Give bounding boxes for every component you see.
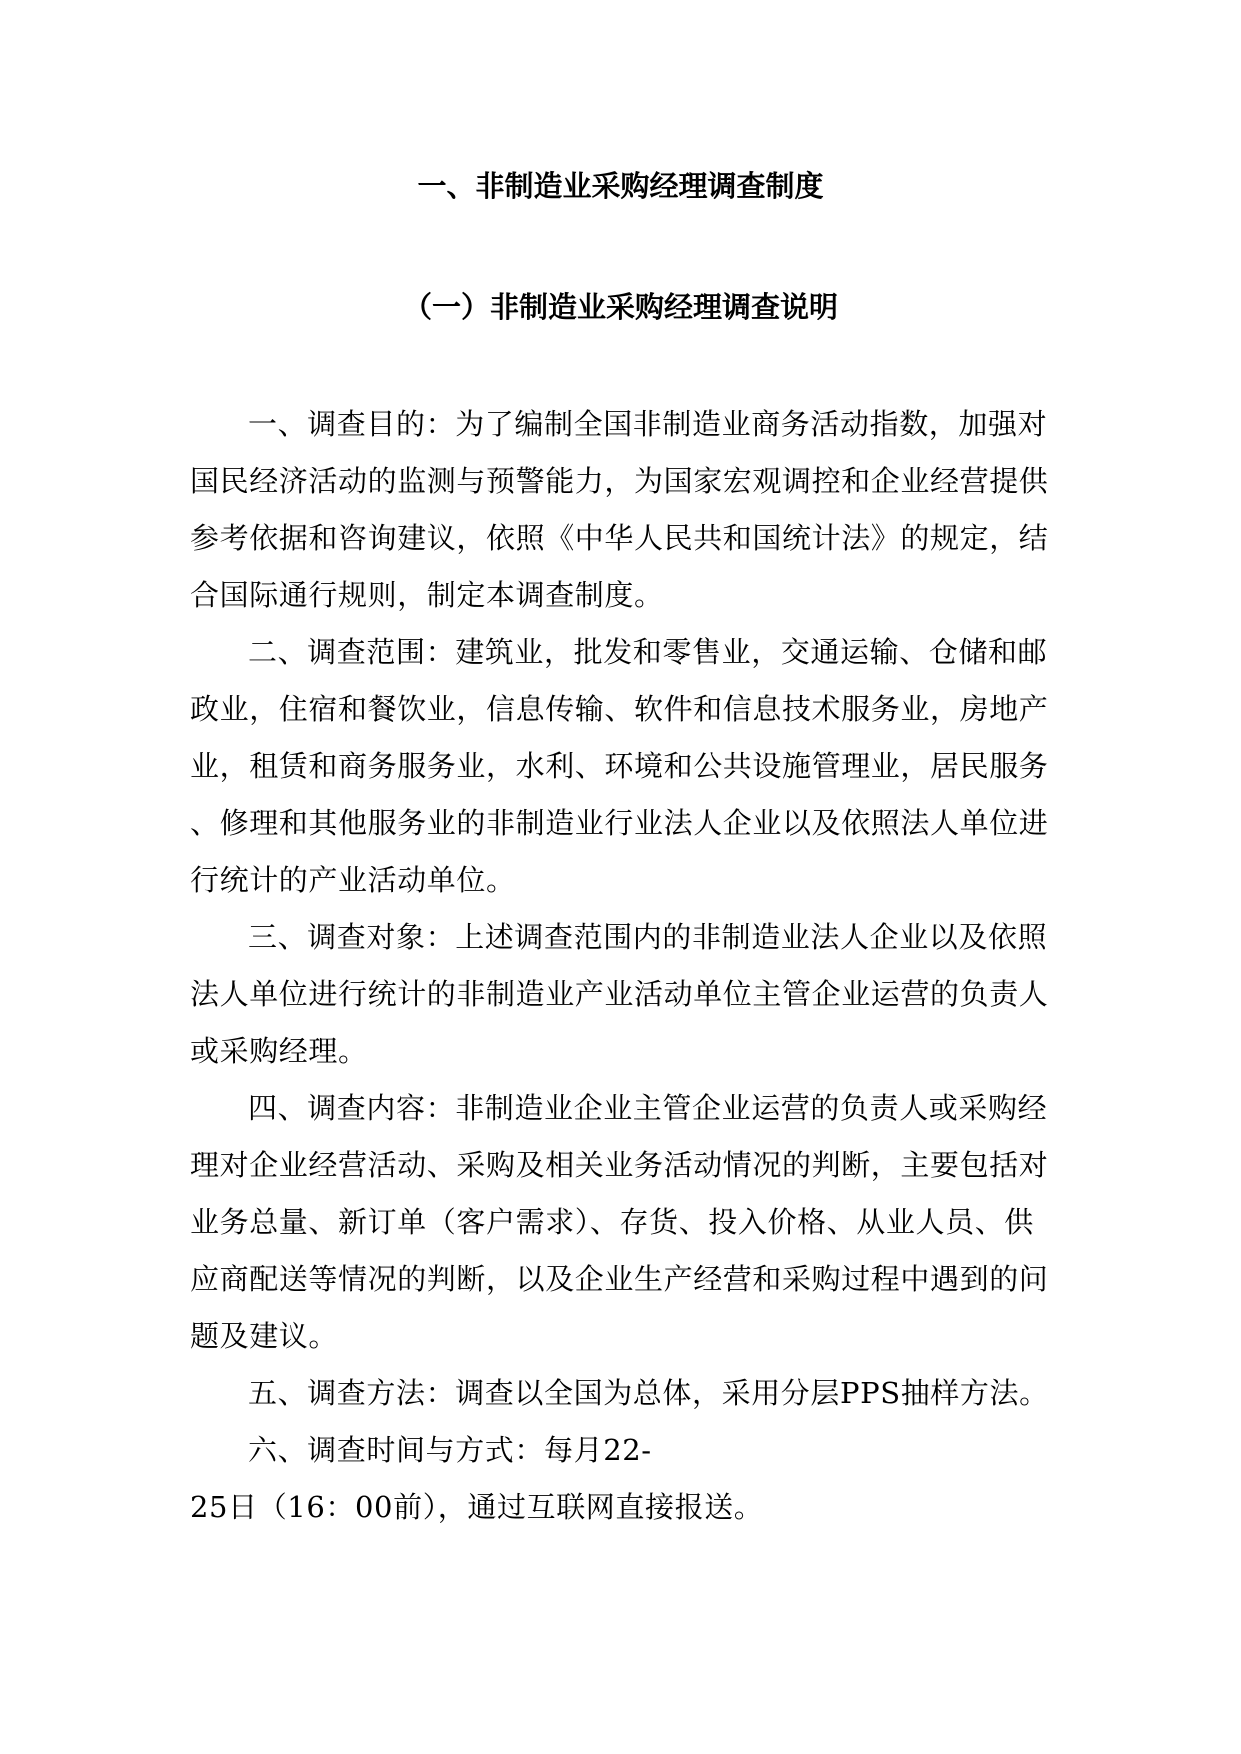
paragraph-line: 业，租赁和商务服务业，水利、环境和公共设施管理业，居民服务 xyxy=(190,749,1049,783)
paragraph-line: 四、调查内容：非制造业企业主管企业运营的负责人或采购经 xyxy=(248,1091,1048,1125)
paragraph-line: 国民经济活动的监测与预警能力，为国家宏观调控和企业经营提供 xyxy=(190,464,1049,498)
paragraph-line: 三、调查对象：上述调查范围内的非制造业法人企业以及依照 xyxy=(248,920,1048,954)
paragraph-line: 或采购经理。 xyxy=(190,1034,368,1068)
paragraph-line: 、修理和其他服务业的非制造业行业法人企业以及依照法人单位进 xyxy=(190,806,1049,840)
paragraph-line: 六、调查时间与方式：每月22- xyxy=(248,1433,652,1467)
paragraph-line: 二、调查范围：建筑业，批发和零售业，交通运输、仓储和邮 xyxy=(248,635,1048,669)
document-title: 一、非制造业采购经理调查制度 xyxy=(417,169,824,203)
paragraph-line: 理对企业经营活动、采购及相关业务活动情况的判断，主要包括对 xyxy=(190,1148,1049,1182)
paragraph-line: 一、调查目的：为了编制全国非制造业商务活动指数，加强对 xyxy=(248,407,1048,441)
paragraph-line: 政业，住宿和餐饮业，信息传输、软件和信息技术服务业，房地产 xyxy=(190,692,1049,726)
paragraph-line: 题及建议。 xyxy=(190,1319,339,1353)
paragraph-line: 五、调查方法：调查以全国为总体，采用分层PPS抽样方法。 xyxy=(248,1376,1049,1410)
section-subtitle: （一）非制造业采购经理调查说明 xyxy=(402,290,838,324)
paragraph-line: 应商配送等情况的判断，以及企业生产经营和采购过程中遇到的问 xyxy=(190,1262,1049,1296)
paragraph-line: 参考依据和咨询建议，依照《中华人民共和国统计法》的规定，结 xyxy=(190,521,1049,555)
paragraph-line: 合国际通行规则，制定本调查制度。 xyxy=(190,578,664,612)
paragraph-line: 法人单位进行统计的非制造业产业活动单位主管企业运营的负责人 xyxy=(190,977,1049,1011)
paragraph-line: 行统计的产业活动单位。 xyxy=(190,863,516,897)
paragraph-line: 业务总量、新订单（客户需求）、存货、投入价格、从业人员、供 xyxy=(190,1205,1034,1239)
paragraph-line: 25日（16：00前），通过互联网直接报送。 xyxy=(190,1490,764,1524)
